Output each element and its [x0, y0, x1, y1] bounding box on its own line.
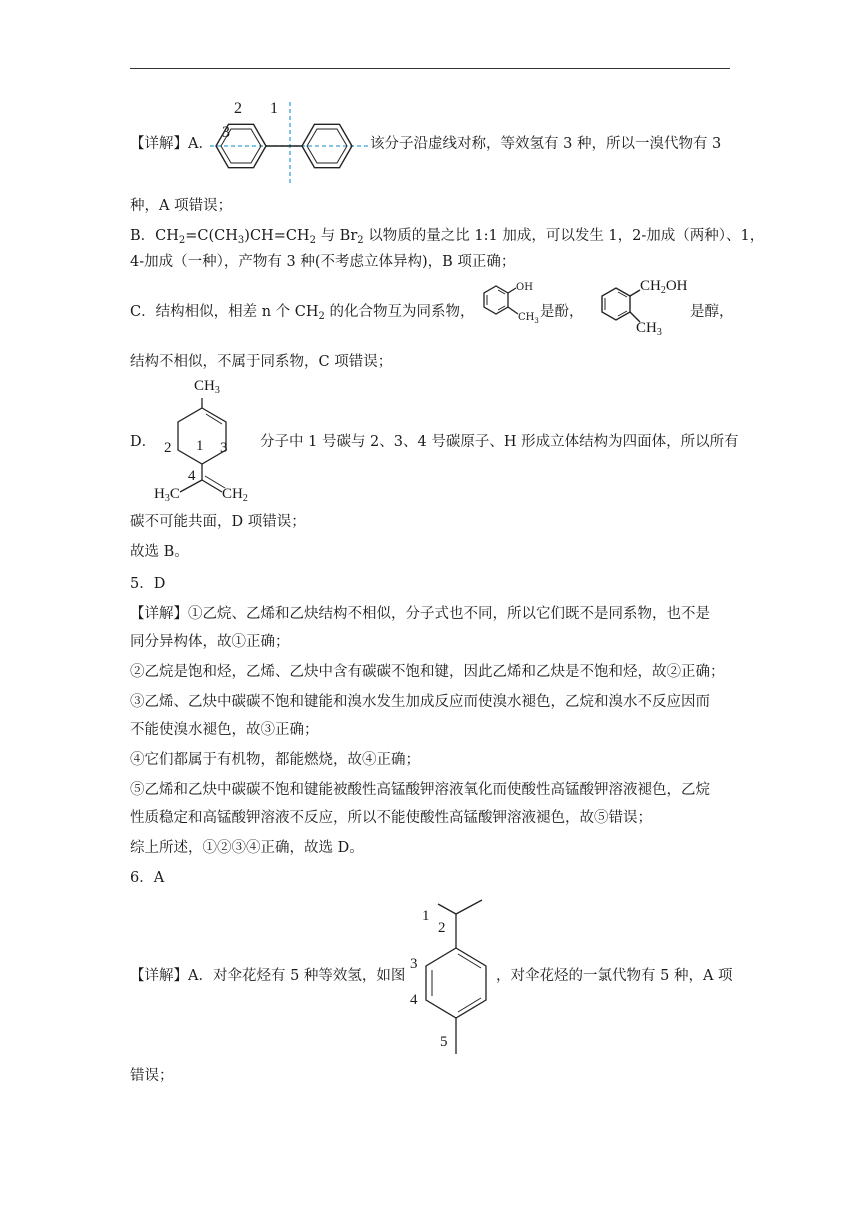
phenol-note: 是酚，: [540, 304, 584, 320]
o-cresol-structure: [462, 280, 542, 340]
item-b-line1: B．$CH_2=C(CH_3)CH=CH_2$ 与 $Br_2$ 以物质的量之比 1:1 加成，可以发生 1，2-加成（两种）、1，: [130, 228, 765, 246]
q6-continuation: 错误；: [130, 1068, 174, 1084]
limonene-label-4: 4: [188, 468, 196, 484]
biphenyl-label-3: 3: [222, 124, 230, 141]
q5-p1b: 同分异构体，故①正确；: [130, 634, 290, 650]
limonene-ch2-label: $CH_2$: [222, 486, 248, 504]
q5-p5b: 性质稳定和高锰酸钾溶液不反应，所以不能使酸性高锰酸钾溶液褪色，故⑤错误；: [130, 810, 652, 826]
q5-p1a: 【详解】①乙烷、乙烯和乙炔结构不相似，分子式也不同，所以它们既不是同系物，也不是: [130, 606, 710, 622]
q5-p3a: ③乙烯、乙炔中碳碳不饱和键能和溴水发生加成反应而使溴水褪色，乙烷和溴水不反应因而: [130, 694, 710, 710]
q5-p2: ②乙烷是饱和烃，乙烯、乙炔中含有碳碳不饱和键，因此乙烯和乙炔是不饱和烃，故②正确；: [130, 664, 725, 680]
phenol-ch3-label: $CH_3$: [518, 312, 539, 325]
limonene-structure: [150, 376, 260, 508]
cymene-label-4: 4: [410, 992, 418, 1008]
limonene-label-3: 3: [220, 440, 228, 456]
conclusion-4: 故选 B。: [130, 544, 189, 560]
limonene-h3c-label: $H_3C$: [154, 486, 180, 504]
q5-p4: ④它们都属于有机物，都能燃烧，故④正确；: [130, 752, 420, 768]
item-c-line1: C．结构相似，相差 n 个 $CH_2$ 的化合物互为同系物，: [130, 304, 475, 322]
limonene-label-1: 1: [196, 438, 204, 454]
cymene-label-5: 5: [440, 1034, 448, 1050]
q5-p3b: 不能使溴水褪色，故③正确；: [130, 722, 319, 738]
limonene-ch3-label: $CH_3$: [194, 378, 220, 396]
alcohol-ch3-label: $CH_3$: [636, 320, 662, 338]
cymene-label-3: 3: [410, 956, 418, 972]
item-b-line2: 4-加成（一种），产物有 3 种(不考虑立体异构)，B 项正确；: [130, 254, 516, 270]
biphenyl-label-2: 2: [234, 100, 242, 117]
q5-p6: 综上所述，①②③④正确，故选 D。: [130, 840, 364, 856]
phenol-oh-label: OH: [516, 282, 533, 293]
q6-header: 6．A: [130, 870, 165, 886]
item-a-continuation: 种，A 项错误；: [130, 198, 233, 214]
biphenyl-label-1: 1: [270, 100, 278, 117]
q6-a-text: ，对伞花烃的一氯代物有 5 种，A 项: [496, 968, 733, 984]
item-a-explanation: 该分子沿虚线对称，等效氢有 3 种，所以一溴代物有 3: [370, 136, 722, 152]
alcohol-ch2oh-label: $CH_2OH$: [640, 278, 688, 296]
item-d-prefix: D．: [130, 434, 157, 450]
header-rule: [130, 68, 730, 69]
cymene-label-2: 2: [438, 920, 446, 936]
item-d-continuation: 碳不可能共面，D 项错误；: [130, 514, 306, 530]
item-d-explanation: 分子中 1 号碳与 2、3、4 号碳原子、H 形成立体结构为四面体，所以所有: [260, 434, 739, 450]
cymene-label-1: 1: [422, 908, 430, 924]
ring-inner-right: [307, 129, 347, 163]
q5-p5a: ⑤乙烯和乙炔中碳碳不饱和键能被酸性高锰酸钾溶液氧化而使酸性高锰酸钾溶液褪色，乙烷: [130, 782, 710, 798]
q5-header: 5．D: [130, 576, 166, 592]
q6-a-prefix: 【详解】A．对伞花烃有 5 种等效氢，如图: [130, 968, 406, 984]
item-a-prefix: 【详解】A．: [130, 136, 213, 152]
p-cymene-structure: [408, 892, 504, 1064]
benzyl-alcohol-structure: [574, 276, 694, 346]
biphenyl-structure: [210, 98, 370, 190]
item-c-line2: 结构不相似，不属于同系物，C 项错误；: [130, 354, 393, 370]
alcohol-note: 是醇，: [690, 304, 734, 320]
limonene-label-2: 2: [164, 440, 172, 456]
